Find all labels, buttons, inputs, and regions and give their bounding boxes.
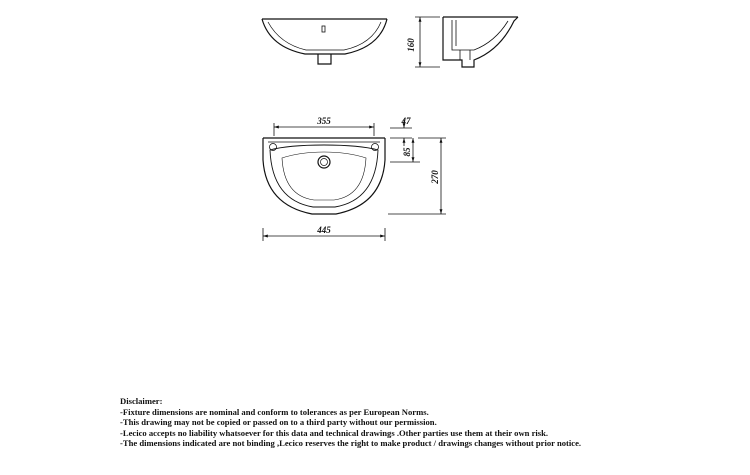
disclaimer-line: -Lecico accepts no liability whatsoever for this data and technical drawings .Other parties use them at their own risk. [120, 427, 549, 438]
top-view-bowl-basin [282, 152, 366, 200]
top-view-bowl [270, 145, 378, 207]
tap-offset-dimension-label: 47 [401, 116, 411, 126]
height-dimension [415, 17, 440, 67]
side-view [443, 17, 518, 67]
side-view-bowl-inner [452, 20, 508, 50]
outer-width-dimension-label: 445 [317, 225, 331, 235]
front-view-tap-hole [322, 26, 325, 32]
tap-depth-dimension-label: 85 [402, 147, 412, 157]
front-view-waste-pipe [318, 54, 331, 64]
disclaimer-line: -This drawing may not be copied or passed on to a third party without our permission. [120, 417, 437, 428]
depth-dimension-label: 270 [430, 170, 440, 184]
disclaimer-block [120, 396, 740, 449]
top-view-drain-inner [321, 159, 328, 166]
front-view-bowl [262, 19, 387, 54]
top-view-outline [263, 138, 385, 214]
disclaimer-title: Disclaimer: [120, 396, 163, 406]
side-view-siphon [460, 50, 470, 60]
disclaimer-line: -The dimensions indicated are not binding ,Lecico reserves the right to make product / drawings changes without prior notice. [120, 438, 582, 449]
height-dimension-label: 160 [406, 38, 416, 52]
inner-width-dimension-label: 355 [317, 116, 331, 126]
side-view-outline [443, 17, 518, 67]
front-view [262, 19, 387, 64]
top-view [263, 138, 385, 214]
disclaimer-line: -Fixture dimensions are nominal and conform to tolerances as per European Norms. [120, 406, 429, 417]
top-view-drain [318, 156, 330, 168]
